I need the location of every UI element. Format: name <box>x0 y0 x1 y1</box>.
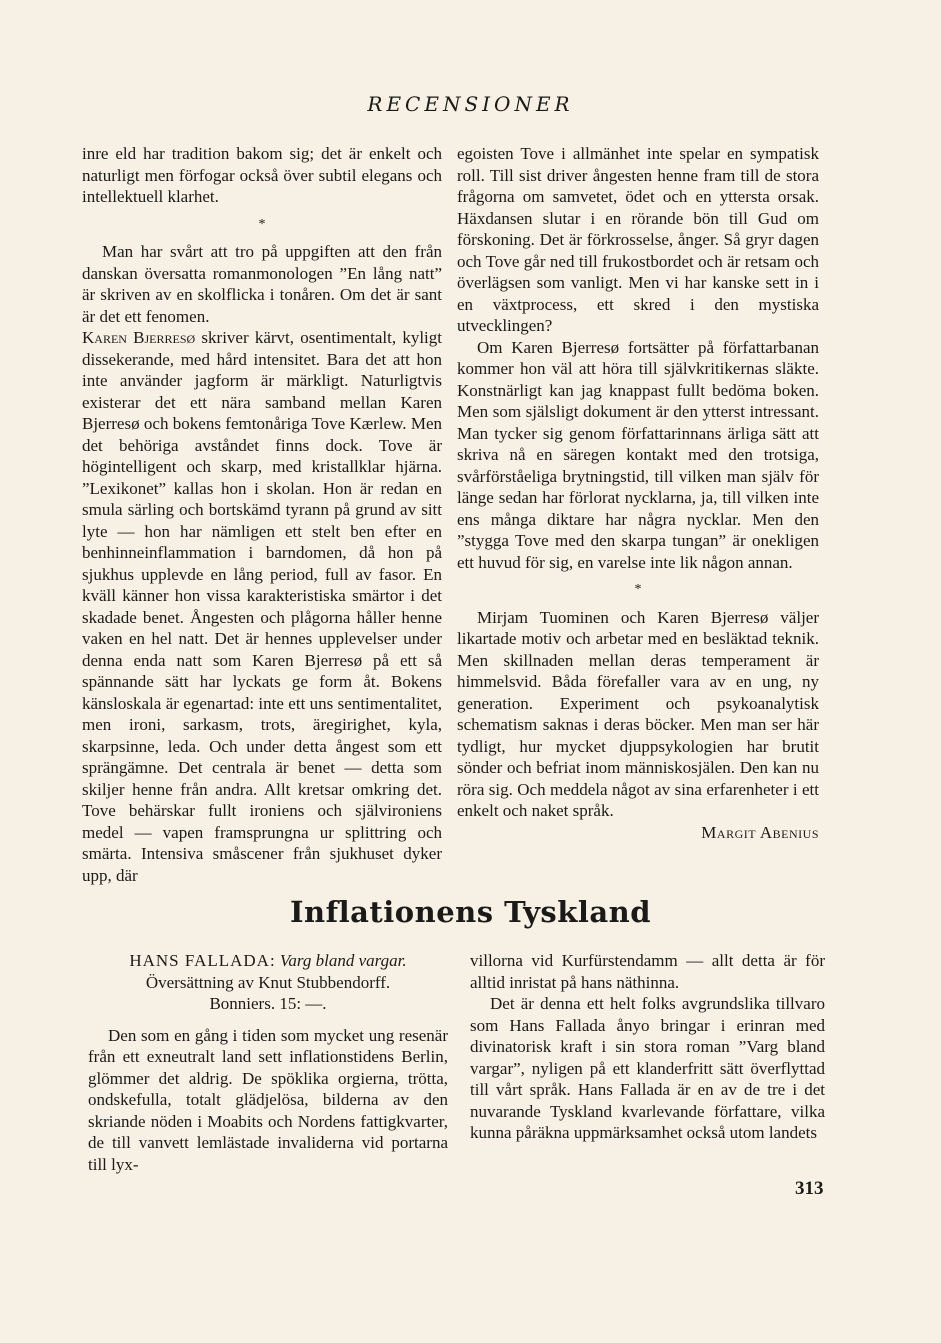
signature: Margit Abenius <box>701 822 819 842</box>
article-title: Inflationens Tyskland <box>289 895 652 929</box>
review-1-right-column <box>457 143 819 843</box>
running-head: RECENSIONER <box>367 92 574 116</box>
paragraph: Mirjam Tuominen och Karen Bjerresø väljer likartade motiv och arbetar med en besläktad teknik. Men skillnaden mellan deras temperament är himmelsvid. Båda förefaller vara av en ung, ny generation. Experiment och psykoanalytisk schematism saknas i deras böcker. Men man ser här tydligt, hur mycket djuppsykologien har brutit sönder och befriat inom människosjälen. Den kan nu röra sig. Och meddela något av sina erfarenheter i ett enkelt och naket språk. <box>457 607 819 820</box>
publisher-price: Bonniers. 15: —. <box>209 994 327 1013</box>
paragraph: Den som en gång i tiden som mycket ung resenär från ett exneutralt land sett inflationstidens Berlin, glömmer det aldrig. De spöklika orgierna, trötta, ondskefulla, totalt glädjelösa, bilderna av den skriande nöden i Moabits och Nordens fattigkvarter, de till vanvett lemlästade invaliderna vid portarna till lyx- <box>88 1025 448 1174</box>
translation-credit: Översättning av Knut Stubbendorff. <box>145 972 391 992</box>
paragraph: egoisten Tove i allmänhet inte spelar en sympatisk roll. Till sist driver ångesten henne fram till de stora frågorna om samvetet, ödet och en yttersta orsak. Häxdansen slutar i en rörande bön till Gud om förskoning. Det är förkrosselse, ånger. Så gryr dagen och Tove går ned till frukostbordet och är retsam och överlägsen som vanligt. Men vi har kanske sett in i en växtprocess, ett skred i den mystiska utvecklingen? <box>457 144 819 335</box>
paragraph: Om Karen Bjerresø fortsätter på författarbanan kommer hon väl att höra till självkritikernas släkte. Konstnärligt kan jag knappast fullt bedöma boken. Men som själsligt dokument är den ytterst intressant. Man tycker sig genom författarinnans ärliga sätt att skriva nå en säregen kontakt med den trotsiga, svårförståeliga brytningstid, till vilken man själv för länge sedan har förlorat nycklarna, ja, till vilken inte ens många diktare har några nycklar. Men den ”stygga Tove med den skarpa tungan” är onekligen ett huvud för sig, en varelse inte lik någon annan. <box>457 337 819 572</box>
bibliography <box>88 950 448 1015</box>
paragraph: inre eld har tradition bakom sig; det är enkelt och naturligt men förfogar också över subtil elegans och intellektuell klarhet. <box>82 144 442 206</box>
book-author: HANS FALLADA: <box>129 951 276 970</box>
section-separator: * <box>634 582 642 597</box>
section-separator: * <box>258 216 266 232</box>
paragraph: Det är denna ett helt folks avgrundslika tillvaro som Hans Fallada ånyo bringar i erinran med divinatorisk kraft i sin stora roman ”Varg bland vargar”, nyligen på ett klanderfritt sätt överflyttad till vårt språk. Hans Fallada är en av de tre i det nuvarande Tyskland kvarlevande författare, vilka kunna påräkna uppmärksamhet också utom landets <box>470 994 825 1142</box>
review-1-left-column <box>82 143 442 886</box>
book-title: Varg bland vargar. <box>279 951 407 970</box>
page-number: 313 <box>795 1178 824 1199</box>
paragraph-text: skriver kärvt, osentimentalt, kyligt dissekerande, med hård intensitet. Bara det att hon inte använder jagform är märkligt. Naturligtvis existerar det ett nära samband mellan Karen Bjerresø och bokens femtonåriga Tove Kærlew. Men det behöriga avståndet finns dock. Tove är högintelligent och skarp, med kristallklar hjärna. ”Lexikonet” kallas hon i skolan. Hon är redan en smula särling och bortskämd tyrann på grund av sitt lyte — hon har nämligen ett stelt ben efter en benhinneinflammation i barndomen, då hon på sjukhus upplevde en lång period, full av fasor. En kväll känner hon vissa karakteristiska smärtor i det skadade benet. Ångesten och plågorna håller henne vaken en hel natt. Det är hennes upplevelser under denna enda natt som Karen Bjerresø på ett så spännande sätt har lyckats ge form åt. Bokens känsloskala är egenartad: inte ett uns sentimentalitet, men ironi, sarkasm, trots, äregirighet, kyla, skarpsinne, leda. Och under detta ångest som ett sprängämne. Det centrala är benet — detta som skiljer henne från andra. Allt kretsar omkring det. Tove behärskar fullt ironiens och självironiens medel — vapen framsprungna ur splittring och smärta. Intensiva småscener från sjukhuset dyker upp, där <box>82 328 442 885</box>
paragraph <box>82 327 442 886</box>
paragraph: villorna vid Kurfürstendamm — allt detta är för alltid inristat på hans näthinna. <box>470 951 825 992</box>
review-2-left-column <box>88 950 448 1175</box>
author-name: Karen Bjerresø <box>82 328 196 347</box>
paragraph: Man har svårt att tro på uppgiften att den från danskan översatta romanmonologen ”En lång natt” är skriven av en skolflicka i tonåren. Om det är sant är det ett fenomen. <box>82 242 442 326</box>
review-2-right-column <box>470 950 825 1144</box>
